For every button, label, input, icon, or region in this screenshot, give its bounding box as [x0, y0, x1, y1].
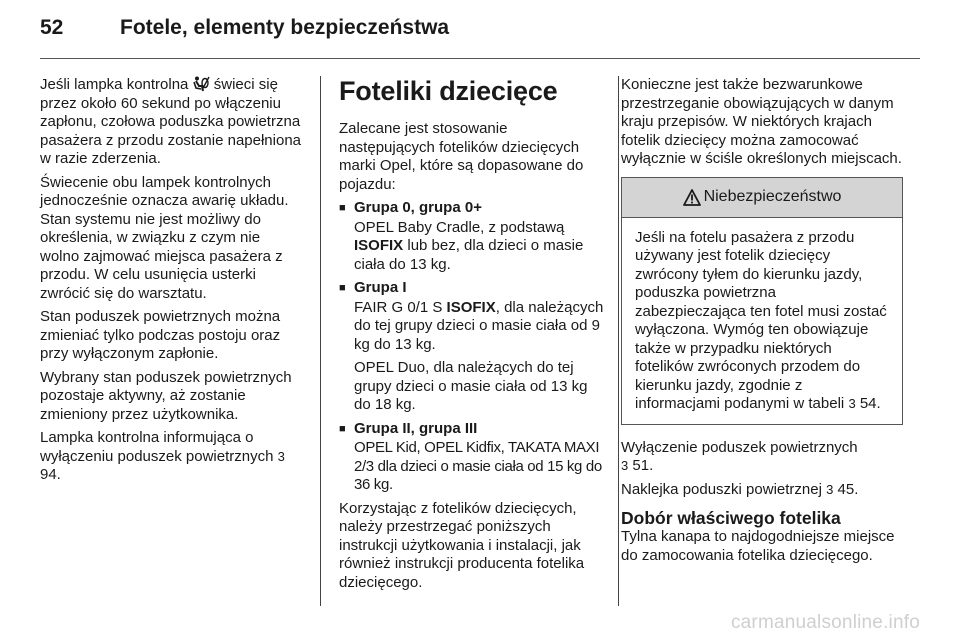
danger-box [621, 177, 903, 425]
page-reference: 54. [855, 395, 881, 412]
list-item-body: OPEL Kid, OPEL Kidfix, TAKATA MAXI 2/3 dla dzieci o masie ciała od 15 kg do 36 kg. [354, 439, 602, 493]
chapter-title: Fotele, elementy bezpieczeństwa [120, 16, 450, 39]
paragraph: Lampka kontrolna informująca o wyłączeniu poduszek powietrznych 3 94. [40, 429, 285, 483]
list-item [339, 199, 607, 218]
paragraph: Jeśli lampka kontrolna świeci się przez około 60 sekund po włączeniu zapłonu, czołowa poduszka powietrzna pasażera z przodu zostanie napełniona w razie zderzenia. [40, 76, 302, 167]
page-reference-icon: 3 [621, 458, 629, 473]
paragraph: Stan poduszek powietrznych można zmieniać tylko podczas postoju oraz przy wyłączonym zapłonie. [40, 308, 281, 362]
page-reference-icon: 3 [826, 481, 834, 497]
warning-triangle-icon [683, 189, 701, 206]
column-divider [618, 76, 619, 606]
watermark: carmanualsonline.info [730, 612, 920, 633]
bullet-icon: ■ [339, 422, 346, 435]
list-item [339, 420, 607, 439]
page-reference: 45. [833, 480, 859, 498]
list-item [339, 279, 607, 298]
page-reference: 51. [628, 457, 654, 474]
page-reference-icon: 3 [277, 448, 285, 464]
header-rule [40, 58, 920, 59]
paragraph: Korzystając z fotelików dziecięcych, należy przestrzegać poniższych instrukcji użytkowania i instalacji, jak również instrukcji producenta fotelika dziecięcego. [339, 499, 585, 591]
danger-box-header [622, 178, 902, 218]
paragraph: Konieczne jest także bezwarunkowe przestrzeganie obowiązujących w danym kraju przepisów. W niektórych krajach fotelik dziecięcy można zamocować wyłącznie w ściśle określonych miejscach. [621, 76, 902, 167]
page-reference: 94. [40, 466, 61, 483]
section-heading: Foteliki dziecięce [339, 76, 558, 106]
paragraph: Świecenie obu lampek kontrolnych jednocześnie oznacza awarię układu. Stan systemu nie jest możliwy do określenia, w związku z czym nie wolno zajmować miejsca pasażera z przodu. W celu usunięcia usterki zwrócić się do warsztatu. [40, 173, 289, 302]
column-3 [621, 76, 903, 570]
paragraph: Zalecane jest stosowanie następujących fotelików dziecięcych marki Opel, które są dopasowane do pojazdu: [339, 120, 584, 193]
group-title: Grupa I [354, 279, 407, 296]
column-2 [339, 76, 607, 597]
page-reference-icon: 3 [848, 396, 856, 411]
subsection-heading: Dobór właściwego fotelika [621, 508, 841, 528]
paragraph: Naklejka poduszki powietrznej 3 45. [621, 480, 859, 498]
column-1 [40, 76, 302, 490]
page-number: 52 [40, 16, 64, 39]
airbag-warning-icon [193, 76, 210, 92]
danger-box-body: Jeśli na fotelu pasażera z przodu używany jest fotelik dziecięcy zwrócony tyłem do kierunku jazdy, poduszka powietrzna zabezpieczająca ten fotel musi zostać wyłączona. Wymóg ten obowiązuje także w przypadku niektórych fotelików zwróconych przodem do kierunku jazdy, zgodnie z informacjami podanymi w tabeli 3 54. [635, 228, 887, 412]
group-title: Grupa 0, grupa 0+ [354, 199, 482, 216]
list-item-body: FAIR G 0/1 S ISOFIX, dla należących do tej grupy dzieci o masie ciała od 9 kg do 13 kg. OPEL Duo, dla należących do tej grupy dzieci o masie ciała od 13 kg do 18 kg. [354, 298, 604, 413]
bullet-icon: ■ [339, 202, 346, 214]
paragraph: Wyłączenie poduszek powietrznych 3 51. [621, 438, 858, 474]
group-title: Grupa II, grupa III [354, 419, 478, 437]
paragraph: Tylna kanapa to najdogodniejsze miejsce do zamocowania fotelika dziecięcego. [621, 528, 895, 564]
danger-box-title: Niebezpieczeństwo [703, 187, 842, 205]
list-item-body: OPEL Baby Cradle, z podstawą ISOFIX lub bez, dla dzieci o masie ciała do 13 kg. [354, 218, 584, 273]
paragraph: Wybrany stan poduszek powietrznych pozostaje aktywny, aż zostanie zmieniony przez użytkownika. [40, 368, 292, 423]
column-divider [320, 76, 321, 606]
page-header [40, 16, 449, 52]
bullet-icon: ■ [339, 282, 346, 294]
